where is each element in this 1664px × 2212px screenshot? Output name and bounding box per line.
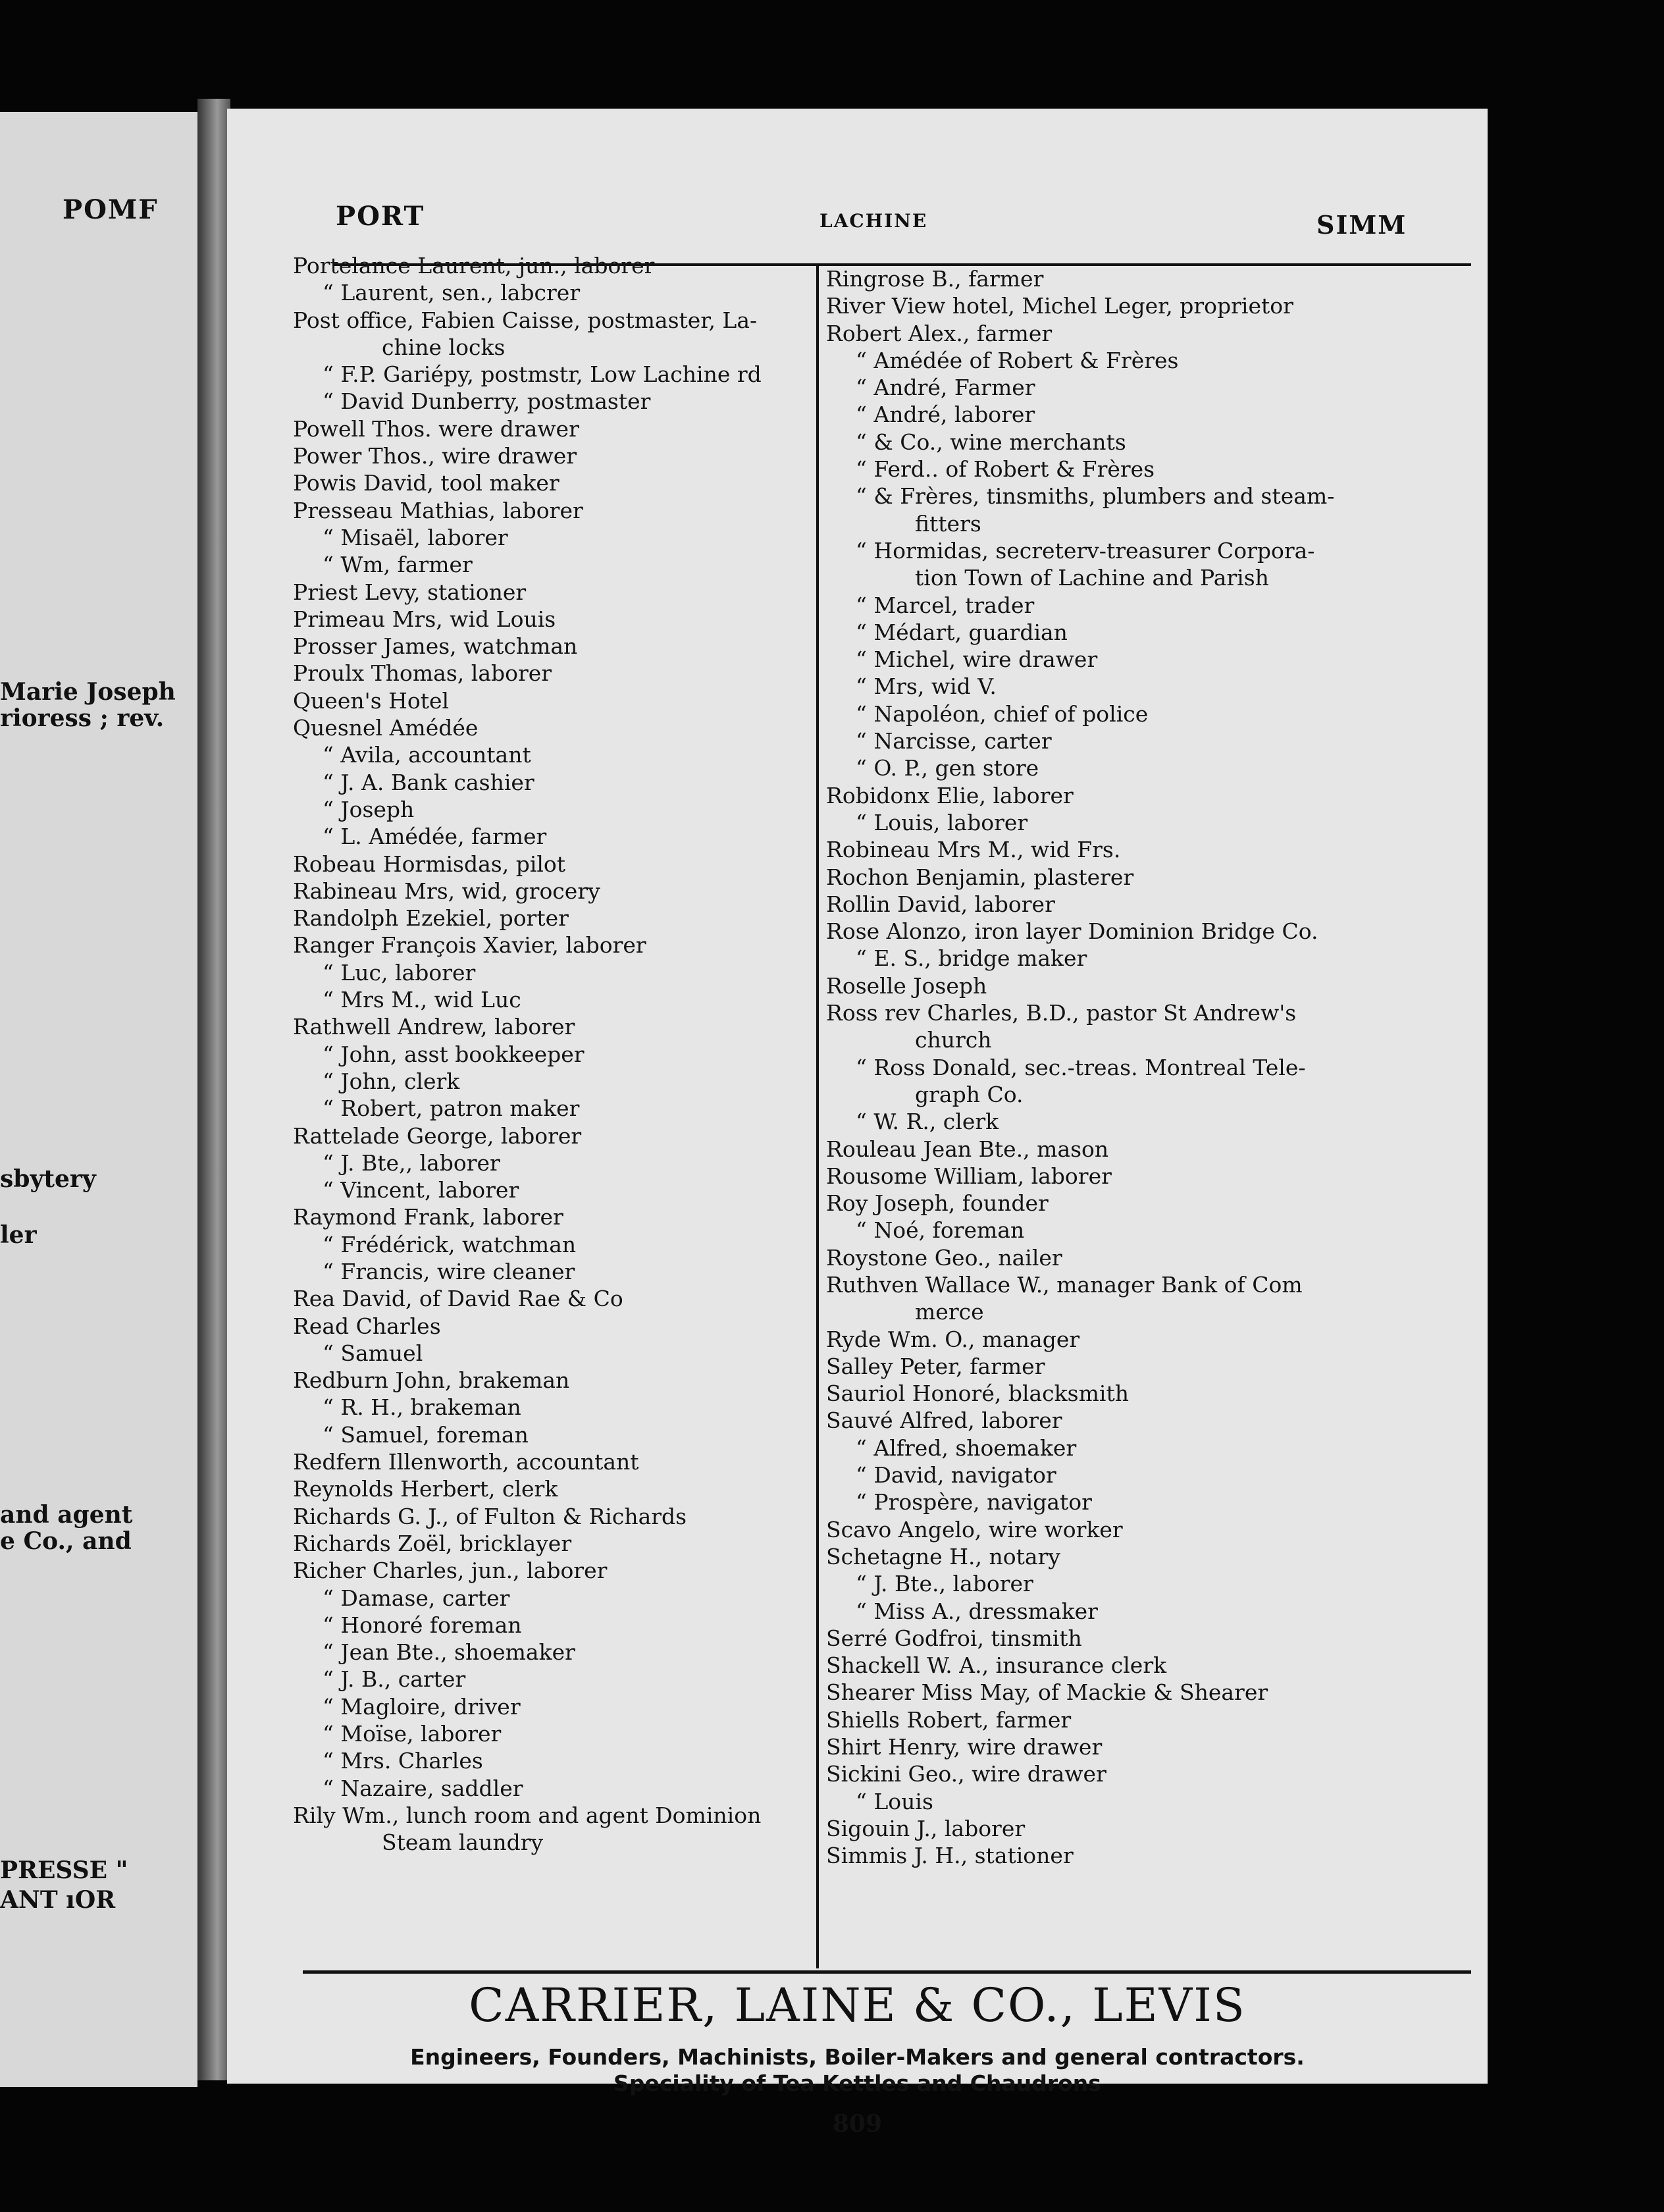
facing-page-fragment: e Co., and [0,1527,132,1555]
directory-entry: church [915,1027,992,1053]
directory-entry: “ Nazaire, saddler [323,1775,523,1801]
directory-entry: “ J. Bte., laborer [856,1571,1033,1597]
directory-entry: Queen's Hotel [293,687,450,714]
directory-entry: “ Mrs, wid V. [856,673,997,700]
directory-entry: Prosser James, watchman [293,633,578,660]
facing-page-fragment: and agent [0,1501,133,1529]
header-right: SIMM [1316,210,1407,240]
advert-company-name: CARRIER, LAINE & CO., LEVIS [469,1978,1246,2032]
directory-entry: Steam laundry [382,1830,544,1856]
directory-entry: “ & Frères, tinsmiths, plumbers and steam- [856,483,1335,510]
directory-entry: “ André, Farmer [856,375,1035,401]
directory-entry: “ Laurent, sen., labcrer [323,280,581,306]
directory-entry: “ Marcel, trader [856,592,1035,618]
directory-entry: Shackell W. A., insurance clerk [826,1652,1167,1679]
directory-page [227,109,1488,2138]
directory-entry: Scavo Angelo, wire worker [826,1516,1123,1542]
directory-entry: “ Honoré foreman [323,1612,522,1638]
directory-entry: Rollin David, laborer [826,891,1055,917]
directory-entry: Robidonx Elie, laborer [826,782,1074,808]
directory-entry: “ Samuel, foreman [323,1421,529,1448]
directory-entry: Reynolds Herbert, clerk [293,1476,558,1502]
directory-entry: Rousome William, laborer [826,1163,1112,1189]
facing-page-fragment: rioress ; rev. [0,704,165,732]
directory-entry: “ Noé, foreman [856,1217,1025,1244]
directory-entry: “ John, asst bookkeeper [323,1041,585,1067]
directory-entry: “ Miss A., dressmaker [856,1598,1098,1624]
directory-entry: Rose Alonzo, iron layer Dominion Bridge Co. [826,918,1318,945]
directory-entry: Roy Joseph, founder [826,1190,1049,1217]
directory-entry: Ryde Wm. O., manager [826,1326,1080,1352]
directory-entry: Richards G. J., of Fulton & Richards [293,1503,687,1529]
directory-entry: “ & Co., wine merchants [856,429,1126,455]
directory-entry: Read Charles [293,1313,441,1339]
directory-entry: “ John, clerk [323,1068,460,1094]
directory-entry: Salley Peter, farmer [826,1353,1045,1379]
directory-entry: Richards Zoël, bricklayer [293,1530,572,1556]
directory-entry: Presseau Mathias, laborer [293,497,583,523]
directory-entry: River View hotel, Michel Leger, proprietor [826,293,1293,319]
directory-entry: “ Mrs M., wid Luc [323,987,521,1013]
left-column [293,252,806,1856]
directory-entry: “ Napoléon, chief of police [856,700,1149,727]
directory-entry: Redburn John, brakeman [293,1367,570,1394]
directory-entry: “ Ross Donald, sec.-treas. Montreal Tele- [856,1054,1306,1080]
directory-entry: Robert Alex., farmer [826,320,1053,346]
directory-entry: Sickini Geo., wire drawer [826,1761,1106,1787]
directory-entry: “ André, laborer [856,402,1035,428]
directory-entry: merce [915,1299,984,1325]
advert-line-2: Speciality of Tea Kettles and Chaudrons [613,2070,1101,2096]
directory-entry: “ Prospère, navigator [856,1489,1092,1515]
directory-entry: Ranger François Xavier, laborer [293,932,646,959]
directory-entry: Portelance Laurent, jun., laborer [293,253,655,278]
directory-entry: Roselle Joseph [826,972,987,999]
book-gutter [197,99,230,2080]
directory-entry: Rathwell Andrew, laborer [293,1014,575,1040]
directory-entry: “ J. B., carter [323,1666,466,1693]
facing-page-header: POMF [63,194,159,225]
directory-entry: “ Louis [856,1788,933,1814]
directory-entry: “ Moïse, laborer [323,1721,502,1747]
directory-entry: Roystone Geo., nailer [826,1244,1062,1271]
directory-entry: “ Michel, wire drawer [856,646,1098,673]
directory-entry: “ Ferd.. of Robert & Frères [856,456,1155,483]
directory-entry: “ Narcisse, carter [856,728,1052,754]
page-number: 809 [832,2110,883,2138]
directory-entry: “ Magloire, driver [323,1693,521,1720]
directory-entry: “ Joseph [323,796,415,822]
directory-entry: “ Misaël, laborer [323,524,508,550]
directory-entry: Rattelade George, laborer [293,1122,582,1149]
directory-entry: “ Luc, laborer [323,959,476,986]
directory-entry: Powis David, tool maker [293,470,559,496]
directory-entry: “ Médart, guardian [856,619,1068,645]
header-left: PORT [336,201,425,232]
directory-entry: Raymond Frank, laborer [293,1204,563,1230]
directory-entry: Rabineau Mrs, wid, grocery [293,878,600,904]
directory-entry: Primeau Mrs, wid Louis [293,606,556,632]
facing-page-fragment: PRESSE " [0,1856,128,1884]
directory-entry: Rea David, of David Rae & Co [293,1286,623,1312]
facing-page-fragment: Marie Joseph [0,678,176,706]
column-divider [816,263,819,1968]
directory-entry: Sauriol Honoré, blacksmith [826,1381,1129,1407]
directory-entry: Rouleau Jean Bte., mason [826,1136,1109,1162]
directory-entry: Ruthven Wallace W., manager Bank of Com [826,1271,1303,1298]
directory-entry: Proulx Thomas, laborer [293,660,552,687]
directory-entry: Sigouin J., laborer [826,1815,1026,1841]
directory-entry: “ R. H., brakeman [323,1394,521,1421]
directory-entry: Post office, Fabien Caisse, postmaster, La- [293,307,758,333]
directory-entry: “ Louis, laborer [856,809,1028,835]
facing-page-fragment: ANT ıOR [0,1886,116,1914]
directory-entry: graph Co. [915,1081,1024,1107]
directory-entry: Schetagne H., notary [826,1543,1060,1569]
directory-entry: “ Damase, carter [323,1585,510,1611]
directory-entry: Rily Wm., lunch room and agent Dominion [293,1802,762,1828]
directory-entry: “ E. S., bridge maker [856,945,1087,972]
facing-page-fragment: sbytery [0,1165,96,1193]
directory-entry: “ J. A. Bank cashier [323,769,534,795]
facing-page [0,112,197,2087]
directory-entry: “ Samuel [323,1340,423,1366]
directory-entry: tion Town of Lachine and Parish [915,565,1269,591]
directory-entry: “ Frédérick, watchman [323,1231,577,1257]
header-center: LACHINE [819,210,928,232]
advert-rule [303,1970,1471,1974]
directory-entry: Richer Charles, jun., laborer [293,1558,608,1584]
directory-entry: Randolph Ezekiel, porter [293,905,569,932]
directory-entry: “ W. R., clerk [856,1109,999,1135]
directory-entry: Ross rev Charles, B.D., pastor St Andrew's [826,1000,1297,1026]
directory-entry: Priest Levy, stationer [293,579,527,605]
directory-entry: “ Amédée of Robert & Frères [856,347,1179,373]
directory-entry: Quesnel Amédée [293,715,479,741]
directory-entry: Shearer Miss May, of Mackie & Shearer [826,1679,1268,1706]
facing-page-fragment: ler [0,1221,37,1249]
directory-entry: Rochon Benjamin, plasterer [826,864,1134,890]
directory-entry: Serré Godfroi, tinsmith [826,1625,1082,1651]
directory-entry: Redfern Illenworth, accountant [293,1449,639,1475]
directory-entry: fitters [915,510,981,537]
directory-entry: Powell Thos. were drawer [293,415,579,442]
directory-entry: Shiells Robert, farmer [826,1706,1072,1733]
directory-entry: “ Mrs. Charles [323,1748,483,1774]
directory-entry: Power Thos., wire drawer [293,443,577,469]
directory-entry: Robeau Hormisdas, pilot [293,851,566,877]
directory-entry: chine locks [382,334,506,360]
directory-entry: “ Jean Bte., shoemaker [323,1639,575,1666]
directory-entry: “ O. P., gen store [856,755,1039,781]
directory-entry: Robineau Mrs M., wid Frs. [826,837,1121,863]
directory-entry: Ringrose B., farmer [826,266,1044,292]
directory-entry: “ Robert, patron maker [323,1095,580,1122]
directory-entry: “ David, navigator [856,1462,1056,1488]
directory-entry: “ David Dunberry, postmaster [323,388,651,415]
advert-line-1: Engineers, Founders, Machinists, Boiler-Makers and general contractors. [410,2044,1305,2070]
directory-entry: “ Wm, farmer [323,552,473,578]
directory-entry: “ J. Bte,, laborer [323,1149,500,1176]
right-column [826,265,1478,1870]
directory-entry: Simmis J. H., stationer [826,1843,1074,1869]
directory-entry: Shirt Henry, wire drawer [826,1734,1103,1760]
directory-entry: Sauvé Alfred, laborer [826,1408,1062,1434]
directory-entry: “ Vincent, laborer [323,1177,519,1203]
directory-entry: “ L. Amédée, farmer [323,824,547,850]
directory-entry: “ F.P. Gariépy, postmstr, Low Lachine rd [323,361,762,388]
directory-entry: “ Alfred, shoemaker [856,1435,1077,1461]
running-header [227,201,1488,240]
directory-entry: “ Francis, wire cleaner [323,1258,575,1284]
directory-entry: “ Avila, accountant [323,742,531,768]
directory-entry: “ Hormidas, secreterv-treasurer Corpora- [856,537,1315,564]
